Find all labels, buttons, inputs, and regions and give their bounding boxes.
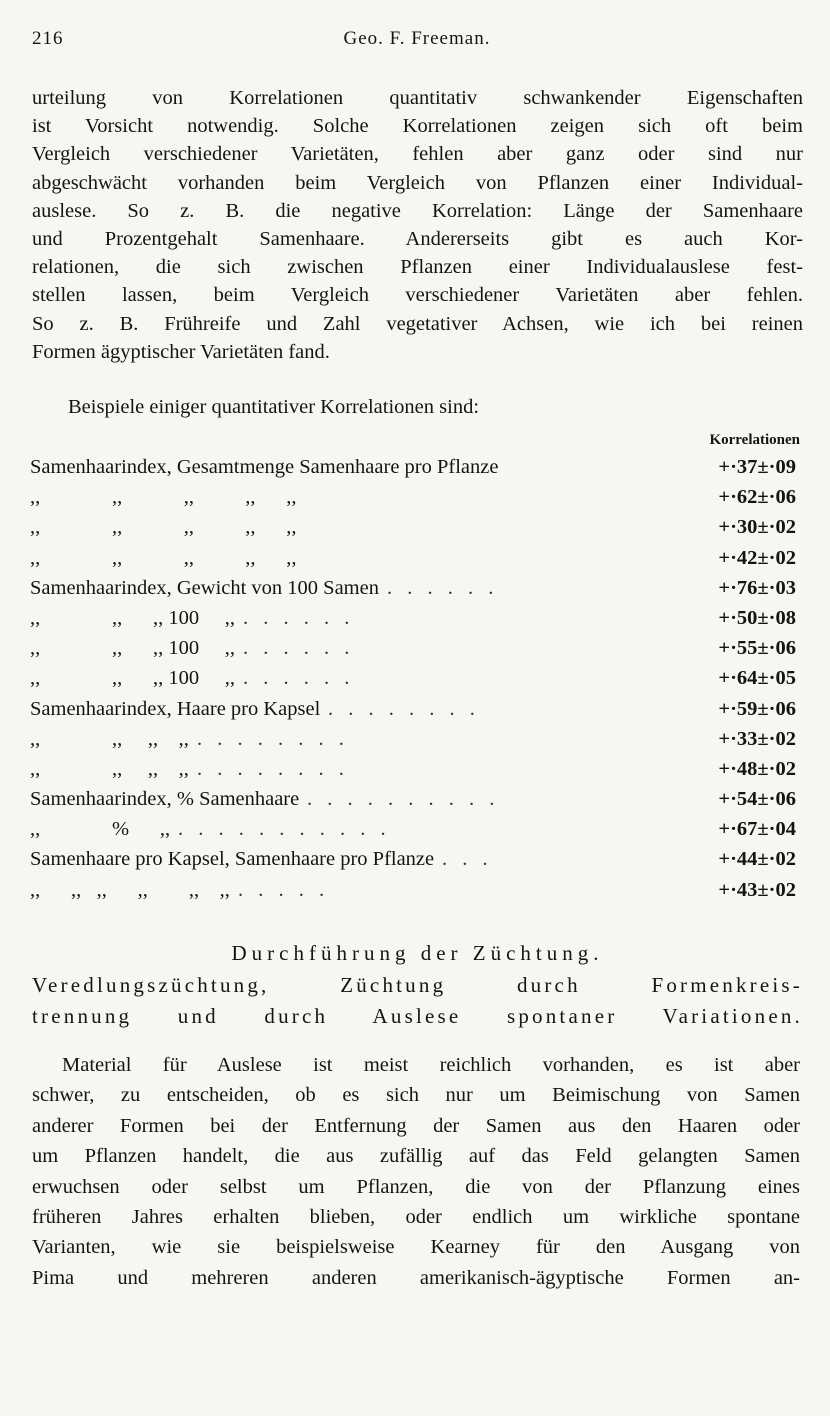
correlation-label: ,, ,, ,, 100 ,, <box>30 606 235 629</box>
text-line: So z. B. Frühreife und Zahl vegetativer Achsen, wie ich bei reinen <box>32 312 803 335</box>
correlation-value: +·48±·02 <box>718 757 796 780</box>
correlation-value: +·62±·06 <box>718 486 796 509</box>
text-line: abgeschwächt vorhanden beim Vergleich von Pflanzen einer Individual- <box>32 171 803 194</box>
correlation-value: +·37±·09 <box>718 456 796 478</box>
page-number: 216 <box>32 28 64 49</box>
correlation-value: +·55±·06 <box>718 637 796 660</box>
correlation-value: +·43±·02 <box>718 878 796 901</box>
paragraph-1 <box>32 84 803 366</box>
text-line: schwer, zu entscheiden, ob es sich nur um Beimischung von Samen <box>32 1084 800 1107</box>
dot-leader: . . . . . . . . <box>197 727 349 750</box>
correlation-row <box>30 818 800 848</box>
correlation-label: ,, ,, ,, ,, ,, ,, <box>30 878 230 901</box>
correlation-row <box>30 577 800 607</box>
correlation-row <box>30 486 800 516</box>
correlation-table <box>30 456 800 909</box>
dot-leader: . . . . . <box>238 878 330 901</box>
correlation-row <box>30 848 800 878</box>
correlation-row <box>30 547 800 577</box>
dot-leader: . . . . . . . . . . <box>307 788 500 811</box>
correlation-label: ,, ,, ,, ,, ,, <box>30 516 297 539</box>
correlation-label: Samenhaarindex, Gewicht von 100 Samen <box>30 576 379 599</box>
dot-leader: . . . . . . <box>387 576 499 599</box>
dot-leader: . . . . . . <box>243 667 355 690</box>
dot-leader: . . . . . . . . . . . <box>178 818 391 841</box>
correlation-label: ,, ,, ,, ,, <box>30 727 189 750</box>
correlation-row <box>30 728 800 758</box>
correlation-value: +·33±·02 <box>718 727 796 750</box>
text-line: Varianten, wie sie beispielsweise Kearney für den Ausgang von <box>32 1236 800 1259</box>
text-line: relationen, die sich zwischen Pflanzen einer Individualauslese fest- <box>32 256 803 279</box>
correlation-row <box>30 607 800 637</box>
text-line: Vergleich verschiedener Varietäten, fehlen aber ganz oder sind nur <box>32 143 803 166</box>
correlation-row <box>30 788 800 818</box>
correlation-row <box>30 516 800 546</box>
correlation-value: +·50±·08 <box>718 606 796 629</box>
correlation-value: +·42±·02 <box>718 546 796 569</box>
text-line: ist Vorsicht notwendig. Solche Korrelationen zeigen sich oft beim <box>32 115 803 138</box>
running-title: Geo. F. Freeman. <box>343 28 491 49</box>
correlation-value: +·64±·05 <box>718 667 796 690</box>
text-line: früheren Jahres erhalten blieben, oder endlich um wirkliche spontane <box>32 1205 800 1228</box>
text-line: anderer Formen bei der Entfernung der Samen aus den Haaren oder <box>32 1114 800 1137</box>
correlation-label: ,, ,, ,, 100 ,, <box>30 667 235 690</box>
correlation-label: ,, ,, ,, ,, ,, <box>30 546 297 569</box>
correlation-value: +·54±·06 <box>718 788 796 811</box>
dot-leader: . . . . . . . . <box>328 697 480 720</box>
dot-leader: . . . . . . <box>243 606 355 629</box>
correlation-row <box>30 698 800 728</box>
section-subheading-line-2: trennung und durch Auslese spontaner Variationen. <box>32 1004 803 1028</box>
text-line: urteilung von Korrelationen quantitativ schwankender Eigenschaften <box>32 87 803 109</box>
correlation-label: ,, ,, ,, ,, ,, <box>30 486 297 509</box>
correlation-label: ,, % ,, <box>30 818 171 841</box>
text-line: stellen lassen, beim Vergleich verschiedener Varietäten aber fehlen. <box>32 284 803 307</box>
section-subheading-line-1: Veredlungszüchtung, Züchtung durch Formenkreis- <box>32 973 803 997</box>
dot-leader: . . . . . . . . <box>197 757 349 780</box>
text-line: Pima und mehreren anderen amerikanisch-ägyptische Formen an- <box>32 1266 800 1289</box>
correlation-label: ,, ,, ,, 100 ,, <box>30 637 235 660</box>
text-line: erwuchsen oder selbst um Pflanzen, die von der Pflanzung eines <box>32 1175 800 1198</box>
dot-leader: . . . . . . <box>243 637 355 660</box>
correlation-row <box>30 637 800 667</box>
page-header <box>32 28 802 58</box>
text-line: auslese. So z. B. die negative Korrelation: Länge der Samenhaare <box>32 199 803 222</box>
section-heading: Durchführung der Züchtung. <box>231 941 604 965</box>
correlation-value: +·30±·02 <box>718 516 796 539</box>
correlation-value: +·59±·06 <box>718 697 796 720</box>
text-line: um Pflanzen handelt, die aus zufällig auf das Feld gelangten Samen <box>32 1145 800 1168</box>
correlation-label: ,, ,, ,, ,, <box>30 757 189 780</box>
dot-leader: . . . <box>442 848 493 871</box>
correlation-intro: Beispiele einiger quantitativer Korrelationen sind: <box>68 396 480 418</box>
correlation-label: Samenhaarindex, Gesamtmenge Samenhaare pro Pflanze <box>30 456 499 478</box>
correlation-column-header: Korrelationen <box>709 432 800 448</box>
correlation-label: Samenhaarindex, Haare pro Kapsel <box>30 697 321 720</box>
correlation-row <box>30 879 800 909</box>
paragraph-2 <box>32 1050 800 1293</box>
correlation-value: +·76±·03 <box>718 576 796 599</box>
correlation-label: Samenhaarindex, % Samenhaare <box>30 788 300 811</box>
correlation-row <box>30 667 800 697</box>
correlation-row <box>30 758 800 788</box>
text-line: Material für Auslese ist meist reichlich vorhanden, es ist aber <box>62 1054 800 1076</box>
correlation-row <box>30 456 800 486</box>
text-line: Formen ägyptischer Varietäten fand. <box>32 340 330 363</box>
correlation-value: +·67±·04 <box>718 818 796 841</box>
correlation-value: +·44±·02 <box>718 848 796 871</box>
correlation-label: Samenhaare pro Kapsel, Samenhaare pro Pflanze <box>30 848 435 871</box>
text-line: und Prozentgehalt Samenhaare. Andererseits gibt es auch Kor- <box>32 227 803 250</box>
